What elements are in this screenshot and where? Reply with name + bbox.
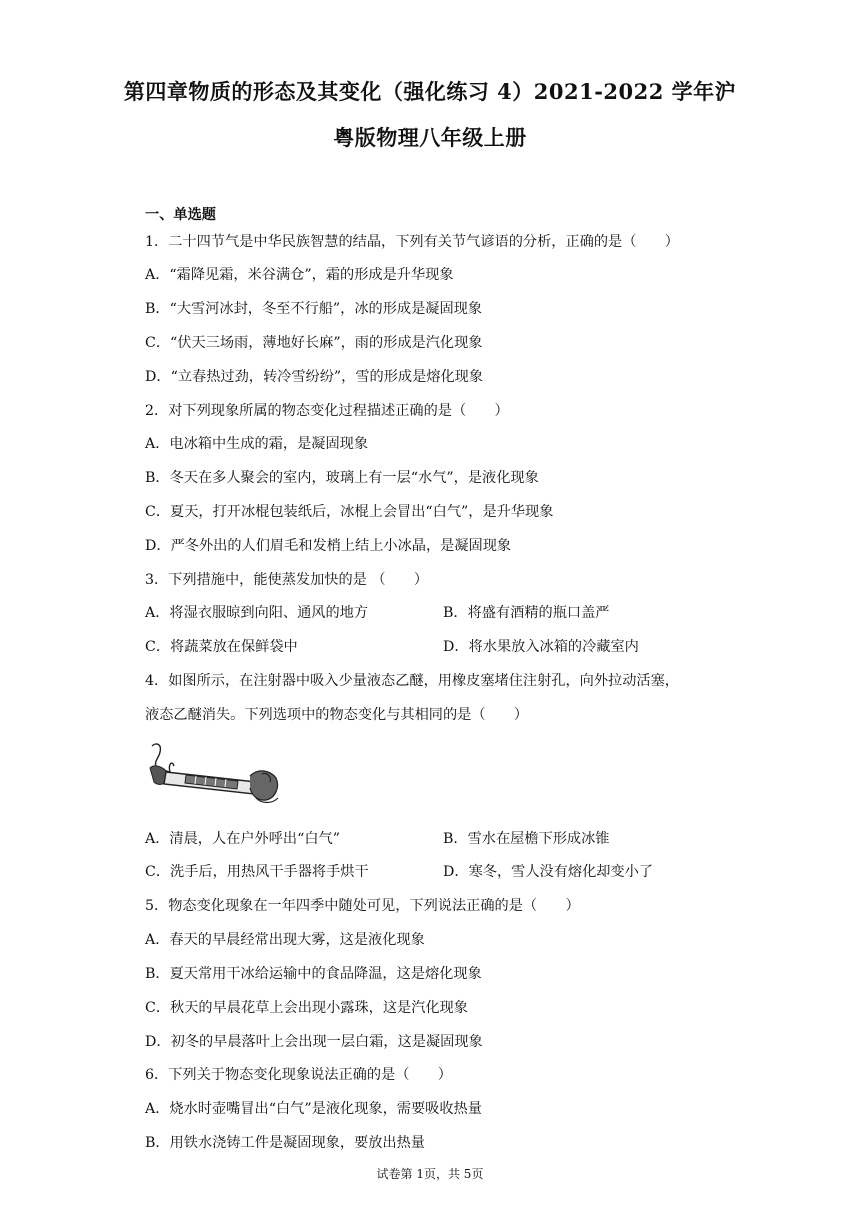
q5-option-a: A．春天的早晨经常出现大雾，这是液化现象 — [145, 932, 425, 948]
q3-option-b: B．将盛有酒精的瓶口盖严 — [443, 605, 610, 621]
q6-option-a: A．烧水时壶嘴冒出“白气”是液化现象，需要吸收热量 — [145, 1101, 482, 1117]
q1-option-a: A．“霜降见霜，米谷满仓”，霜的形成是升华现象 — [145, 267, 454, 283]
q2-option-d: D．严冬外出的人们眉毛和发梢上结上小冰晶，是凝固现象 — [145, 538, 512, 554]
section-heading: 一、单选题 — [145, 207, 216, 223]
q3-stem: 3．下列措施中，能使蒸发加快的是 （ ） — [145, 572, 429, 588]
q1-option-c: C．“伏天三场雨，薄地好长麻”，雨的形成是汽化现象 — [145, 335, 483, 351]
page-footer: 试卷第 1页，共 5页 — [376, 1167, 484, 1181]
q3-option-a: A．将湿衣服晾到向阳、通风的地方 — [145, 605, 369, 621]
q5-option-d: D．初冬的早晨落叶上会出现一层白霜，这是凝固现象 — [145, 1034, 483, 1050]
q4-stem-line-2: 液态乙醚消失。下列选项中的物态变化与其相同的是（ ） — [145, 707, 529, 723]
q2-stem: 2．对下列现象所属的物态变化过程描述正确的是（ ） — [145, 403, 509, 419]
q3-option-d: D．将水果放入冰箱的冷藏室内 — [443, 639, 639, 655]
q4-option-c: C．洗手后，用热风干手器将手烘干 — [145, 864, 369, 880]
q6-stem: 6．下列关于物态变化现象说法正确的是（ ） — [145, 1067, 452, 1083]
q5-stem: 5．物态变化现象在一年四季中随处可见，下列说法正确的是（ ） — [145, 898, 580, 914]
syringe-figure — [146, 738, 282, 808]
q2-option-c: C．夏天，打开冰棍包装纸后，冰棍上会冒出“白气”，是升华现象 — [145, 504, 554, 520]
q6-option-b: B．用铁水浇铸工件是凝固现象，要放出热量 — [145, 1135, 425, 1151]
q5-option-b: B．夏天常用干冰给运输中的食品降温，这是熔化现象 — [145, 966, 482, 982]
q3-option-c: C．将蔬菜放在保鲜袋中 — [145, 639, 298, 655]
q1-stem: 1．二十四节气是中华民族智慧的结晶，下列有关节气谚语的分析，正确的是（ ） — [145, 234, 679, 250]
q2-option-b: B．冬天在多人聚会的室内，玻璃上有一层“水气”，是液化现象 — [145, 470, 539, 486]
q1-option-b: B．“大雪河冰封，冬至不行船”，冰的形成是凝固现象 — [145, 301, 483, 317]
q4-stem-line-1: 4．如图所示，在注射器中吸入少量液态乙醚，用橡皮塞堵住注射孔，向外拉动活塞， — [145, 673, 679, 689]
title-line-2: 粤版物理八年级上册 — [333, 125, 527, 150]
q4-option-a: A．清晨，人在户外呼出“白气” — [145, 831, 341, 847]
title-line-1: 第四章物质的形态及其变化（强化练习 4）2021-2022 学年沪 — [123, 79, 737, 104]
q5-option-c: C．秋天的早晨花草上会出现小露珠，这是汽化现象 — [145, 1000, 468, 1016]
q2-option-a: A．电冰箱中生成的霜，是凝固现象 — [145, 436, 369, 452]
q4-option-d: D．寒冬，雪人没有熔化却变小了 — [443, 864, 654, 880]
q4-option-b: B．雪水在屋檐下形成冰锥 — [443, 831, 610, 847]
q1-option-d: D．“立春热过劲，转冷雪纷纷”，雪的形成是熔化现象 — [145, 369, 484, 385]
